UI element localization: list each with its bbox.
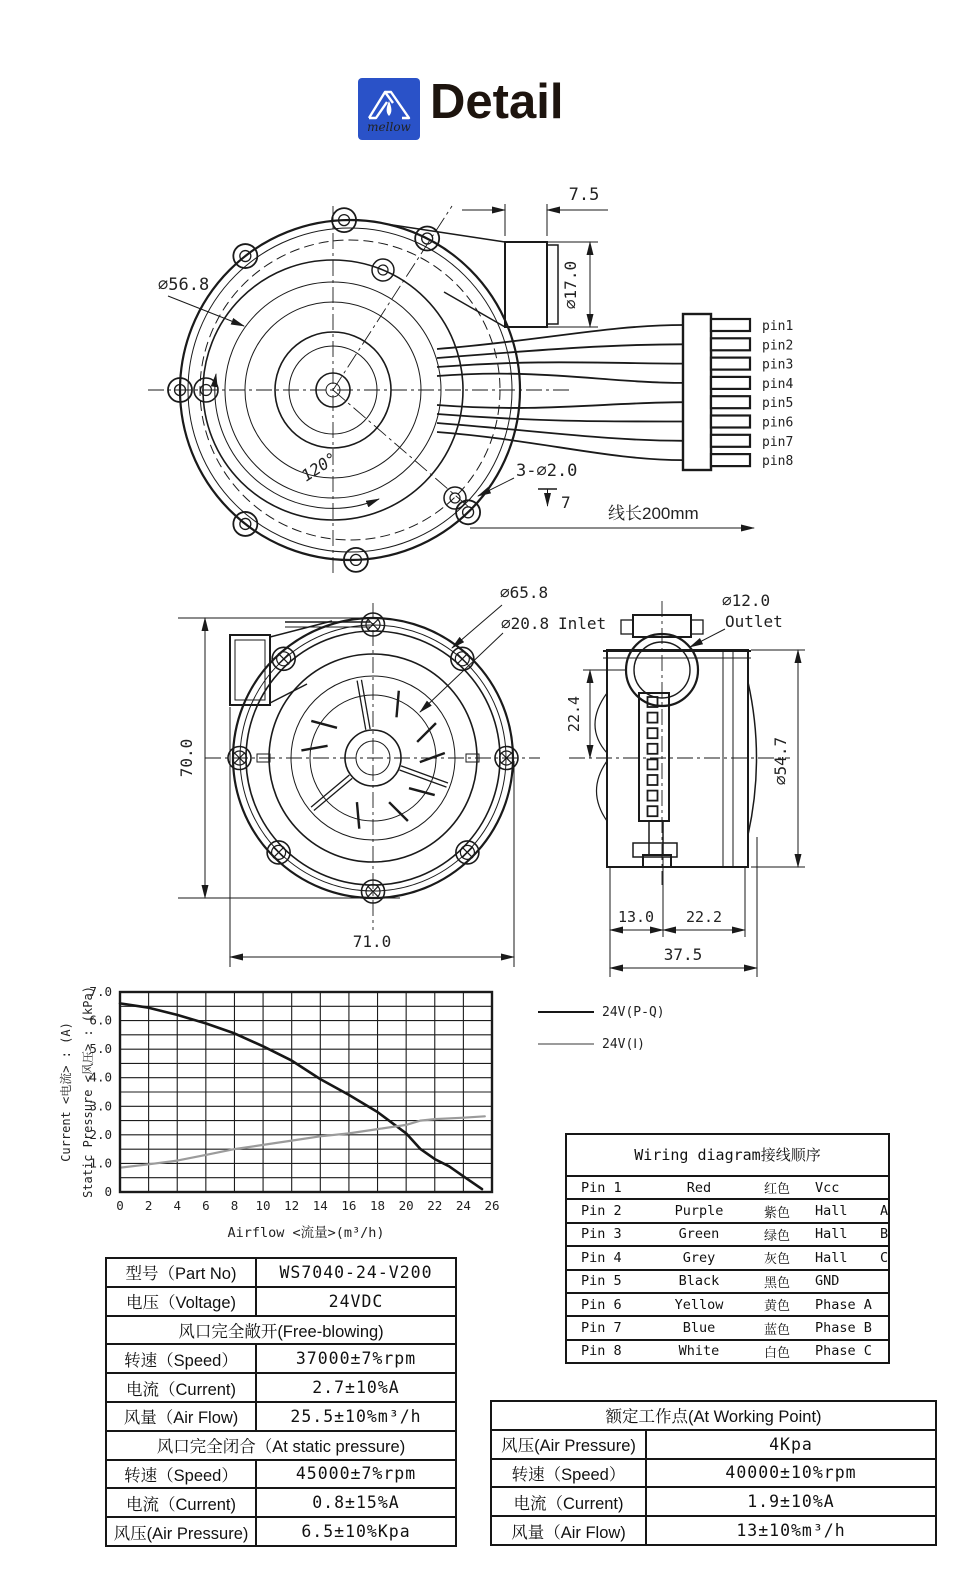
wiring-row xyxy=(567,1200,888,1223)
pin-square xyxy=(648,759,658,769)
dim-17: ∅17.0 xyxy=(561,260,580,310)
connector-pin xyxy=(711,338,750,350)
pin-number: Pin 5 xyxy=(581,1273,622,1290)
pin-function: Phase C xyxy=(815,1343,872,1360)
y-axis-label-current: Current <电流> : (A) xyxy=(59,1022,73,1162)
pin-label: pin2 xyxy=(762,338,794,354)
pin-label: pin7 xyxy=(762,434,794,450)
pin-function: Vcc xyxy=(815,1179,840,1196)
wire xyxy=(437,423,683,441)
spec-row xyxy=(491,1430,936,1459)
wire-color-en: Green xyxy=(678,1226,720,1243)
dim-56-8: ∅56.8 xyxy=(158,275,210,295)
spec-row xyxy=(106,1431,456,1460)
inlet-label: Inlet xyxy=(558,614,607,633)
logo-wordmark: mellow xyxy=(367,120,411,134)
connector-pin xyxy=(711,319,750,331)
impeller-spoke xyxy=(361,680,370,729)
dim-65-8: ∅65.8 xyxy=(500,583,549,602)
spec-value: WS7040-24-V200 xyxy=(256,1258,456,1287)
pq-performance-chart xyxy=(40,985,540,1275)
dim-22-4: 22.4 xyxy=(565,695,583,733)
spec-label: 电流（Current) xyxy=(491,1487,646,1516)
pin-number: Pin 8 xyxy=(581,1343,622,1360)
chart-tick-labels xyxy=(89,984,499,1213)
spec-value: 37000±7%rpm xyxy=(256,1344,456,1373)
spec-value: 25.5±10%m³/h xyxy=(256,1402,456,1431)
wiring-row xyxy=(567,1247,888,1270)
pin-function: Phase A xyxy=(815,1296,872,1313)
pin-label: pin6 xyxy=(762,415,794,431)
pin-label: pin5 xyxy=(762,396,794,412)
wire-color-cn: 紫色 xyxy=(763,1204,790,1220)
wire xyxy=(437,432,683,460)
pin-function: GND xyxy=(815,1273,840,1290)
outlet-label: Outlet xyxy=(725,612,783,631)
dim-wire-length: 线长200mm xyxy=(608,504,699,523)
x-tick-label: 26 xyxy=(484,1198,500,1213)
wire-color-cn: 绿色 xyxy=(763,1227,790,1243)
body-outline xyxy=(595,650,757,867)
wiring-row xyxy=(567,1177,888,1200)
pin-function: Hall C xyxy=(815,1249,889,1266)
impeller-blade xyxy=(301,746,327,751)
x-tick-label: 0 xyxy=(116,1198,124,1213)
wire xyxy=(437,362,683,367)
x-axis-label: Airflow <流量>(m³/h) xyxy=(227,1225,385,1241)
wiring-row xyxy=(567,1341,888,1362)
impeller-blade xyxy=(409,788,435,795)
wire-color-en: Black xyxy=(678,1273,720,1290)
spec-row xyxy=(106,1517,456,1546)
spec-table-working-point xyxy=(490,1400,937,1546)
wire-color-cn: 黑色 xyxy=(763,1274,790,1290)
spec-value: 24VDC xyxy=(256,1287,456,1316)
legend-entry xyxy=(538,1036,665,1052)
dim-70: 70.0 xyxy=(177,738,196,778)
legend-label: 24V(Ⅰ) xyxy=(602,1036,645,1052)
spec-section-title: 风口完全敞开(Free-blowing) xyxy=(106,1316,456,1345)
dim-7-5: 7.5 xyxy=(568,185,600,205)
wire-color-en: White xyxy=(678,1343,720,1360)
spec-value: 6.5±10%Kpa xyxy=(256,1517,456,1546)
connector-pin xyxy=(711,358,750,370)
spec-label: 风压(Air Pressure) xyxy=(491,1430,646,1459)
dim-71: 71.0 xyxy=(352,932,392,951)
impeller-blade xyxy=(420,753,445,762)
pin-square xyxy=(648,775,658,785)
impeller-blade xyxy=(357,802,359,829)
dim-20-8: ∅20.8 xyxy=(501,614,550,633)
front-view-drawing xyxy=(110,583,607,985)
spec-label: 型号（Part No) xyxy=(106,1258,256,1287)
spec-row xyxy=(106,1344,456,1373)
legend-entry xyxy=(538,1004,665,1020)
impeller-blades xyxy=(301,680,448,829)
dim-12: ∅12.0 xyxy=(722,591,771,610)
y-tick-label: 7.0 xyxy=(89,984,112,999)
legend-label: 24V(P-Q) xyxy=(602,1004,665,1020)
pin-label: pin8 xyxy=(762,454,794,470)
impeller-spoke xyxy=(399,770,446,787)
x-tick-label: 2 xyxy=(144,1198,153,1213)
connector-pin xyxy=(711,416,750,428)
pin-square xyxy=(648,744,658,754)
wiring-row xyxy=(567,1294,888,1317)
spec-value: 40000±10%rpm xyxy=(646,1459,936,1488)
chart-grid xyxy=(120,992,492,1192)
impeller-blade xyxy=(397,691,399,718)
pin-number: Pin 1 xyxy=(581,1179,622,1196)
x-tick-label: 6 xyxy=(202,1198,210,1213)
impeller-spoke xyxy=(401,766,448,783)
spec-row xyxy=(106,1402,456,1431)
connector-pin xyxy=(711,454,750,466)
centerlines xyxy=(205,603,540,930)
pin-function: Hall A xyxy=(815,1203,889,1220)
outlet-duct xyxy=(386,224,558,327)
x-tick-label: 14 xyxy=(312,1198,328,1213)
spec-row xyxy=(106,1258,456,1287)
impeller-spoke xyxy=(311,775,349,807)
dim-angle: 120° xyxy=(297,448,341,486)
pin-function: Phase B xyxy=(815,1320,872,1337)
spec-label: 转速（Speed） xyxy=(106,1344,256,1373)
y-tick-label: 1.0 xyxy=(89,1155,112,1171)
spec-row xyxy=(106,1287,456,1316)
wire-color-en: Yellow xyxy=(674,1296,724,1313)
connector-body xyxy=(683,314,711,470)
spec-row xyxy=(106,1460,456,1489)
y-tick-label: 6.0 xyxy=(89,1012,112,1028)
connector-pin xyxy=(711,396,750,408)
pin-square xyxy=(648,806,658,816)
chart-legend xyxy=(538,1004,665,1068)
wire xyxy=(437,374,683,383)
chart-curves xyxy=(120,1003,485,1189)
wire-color-cn: 白色 xyxy=(763,1344,790,1360)
pin-square xyxy=(648,728,658,738)
dim-22-2: 22.2 xyxy=(685,908,723,926)
spec-value: 45000±7%rpm xyxy=(256,1460,456,1489)
y-tick-label: 3.0 xyxy=(89,1098,112,1114)
wire xyxy=(437,402,683,408)
legend-line xyxy=(538,1011,594,1014)
wire-color-en: Purple xyxy=(674,1203,724,1220)
x-tick-label: 10 xyxy=(255,1198,271,1213)
wiring-row xyxy=(567,1317,888,1340)
spec-label: 风量（Air Flow) xyxy=(491,1516,646,1545)
x-tick-label: 20 xyxy=(398,1198,414,1213)
x-tick-label: 16 xyxy=(341,1198,357,1213)
pin-number: Pin 7 xyxy=(581,1320,622,1337)
brand-logo xyxy=(358,78,420,140)
wiring-row xyxy=(567,1224,888,1247)
x-tick-label: 4 xyxy=(173,1198,181,1213)
spec-row xyxy=(106,1316,456,1345)
spec-row xyxy=(491,1487,936,1516)
impeller-spoke xyxy=(357,681,366,730)
spec-label: 转速（Speed） xyxy=(106,1460,256,1489)
pin-label: pin1 xyxy=(762,319,794,334)
wire-color-cn: 红色 xyxy=(763,1181,790,1197)
y-tick-label: 0 xyxy=(104,1184,112,1199)
wire-color-cn: 蓝色 xyxy=(763,1321,790,1337)
spec-row xyxy=(106,1373,456,1402)
dim-hole-depth: 7 xyxy=(561,493,571,512)
x-tick-label: 12 xyxy=(284,1198,300,1213)
pin-number: Pin 2 xyxy=(581,1203,622,1220)
y-tick-label: 4.0 xyxy=(89,1069,112,1085)
wire-color-en: Grey xyxy=(682,1249,716,1266)
spec-value: 2.7±10%A xyxy=(256,1373,456,1402)
wire-color-cn: 黄色 xyxy=(763,1298,790,1314)
spec-value: 13±10%m³/h xyxy=(646,1516,936,1545)
spec-label: 电压（Voltage) xyxy=(106,1287,256,1316)
series-24V(Ⅰ) xyxy=(120,1116,485,1167)
pin-square xyxy=(648,791,658,801)
spec-label: 电流（Current) xyxy=(106,1373,256,1402)
impeller-blade xyxy=(311,721,337,728)
pin-number: Pin 3 xyxy=(581,1226,622,1243)
connector-pin-squares xyxy=(648,697,658,816)
x-tick-label: 24 xyxy=(455,1198,471,1213)
pin-label: pin4 xyxy=(762,376,794,392)
spec-value: 0.8±15%A xyxy=(256,1488,456,1517)
y-tick-label: 5.0 xyxy=(89,1041,112,1057)
spec-label: 电流（Current) xyxy=(106,1488,256,1517)
wire-harness xyxy=(437,314,750,470)
impeller-spoke xyxy=(314,778,352,810)
spec-value: 1.9±10%A xyxy=(646,1487,936,1516)
x-tick-label: 8 xyxy=(230,1198,239,1213)
wiring-table xyxy=(565,1133,890,1364)
wire-color-cn: 灰色 xyxy=(763,1251,790,1267)
top-view-drawing xyxy=(140,178,830,578)
pin-function: Hall B xyxy=(815,1226,889,1243)
spec-table-free-blowing xyxy=(105,1257,457,1547)
x-tick-label: 18 xyxy=(370,1198,386,1213)
wire xyxy=(437,414,683,422)
connector-pin xyxy=(711,377,750,389)
wire-color-en: Red xyxy=(686,1179,712,1196)
pin-labels xyxy=(762,319,793,469)
spec-row xyxy=(491,1516,936,1545)
spec-label: 转速（Speed） xyxy=(491,1459,646,1488)
side-view-drawing xyxy=(555,585,960,1005)
pin-number: Pin 4 xyxy=(581,1249,622,1266)
spec-label: 风量（Air Flow) xyxy=(106,1402,256,1431)
spec-section-title: 风口完全闭合（At static pressure) xyxy=(106,1431,456,1460)
spec-row xyxy=(491,1459,936,1488)
x-tick-label: 22 xyxy=(427,1198,443,1213)
wiring-table-title: Wiring diagram接线顺序 xyxy=(567,1135,888,1177)
spec-value: 4Kpa xyxy=(646,1430,936,1459)
pin-number: Pin 6 xyxy=(581,1296,622,1313)
pin-label: pin3 xyxy=(762,357,794,373)
spec-section-title: 额定工作点(At Working Point) xyxy=(491,1401,936,1430)
y-tick-label: 2.0 xyxy=(89,1126,112,1142)
y-axis-label-pressure: Static Pressure <风压> : (kPa) xyxy=(81,986,95,1198)
spec-row xyxy=(491,1401,936,1430)
dim-holes: 3-∅2.0 xyxy=(516,461,578,481)
spec-label: 风压(Air Pressure) xyxy=(106,1517,256,1546)
wiring-row xyxy=(567,1271,888,1294)
wire-color-en: Blue xyxy=(682,1320,716,1337)
connector-pin xyxy=(711,435,750,447)
dim-54-7: ∅54.7 xyxy=(771,736,790,786)
dim-37-5: 37.5 xyxy=(663,945,703,964)
legend-line xyxy=(538,1043,594,1045)
page-title: Detail xyxy=(430,75,564,129)
pin-square xyxy=(648,713,658,723)
spec-row xyxy=(106,1488,456,1517)
dim-13: 13.0 xyxy=(617,908,655,926)
